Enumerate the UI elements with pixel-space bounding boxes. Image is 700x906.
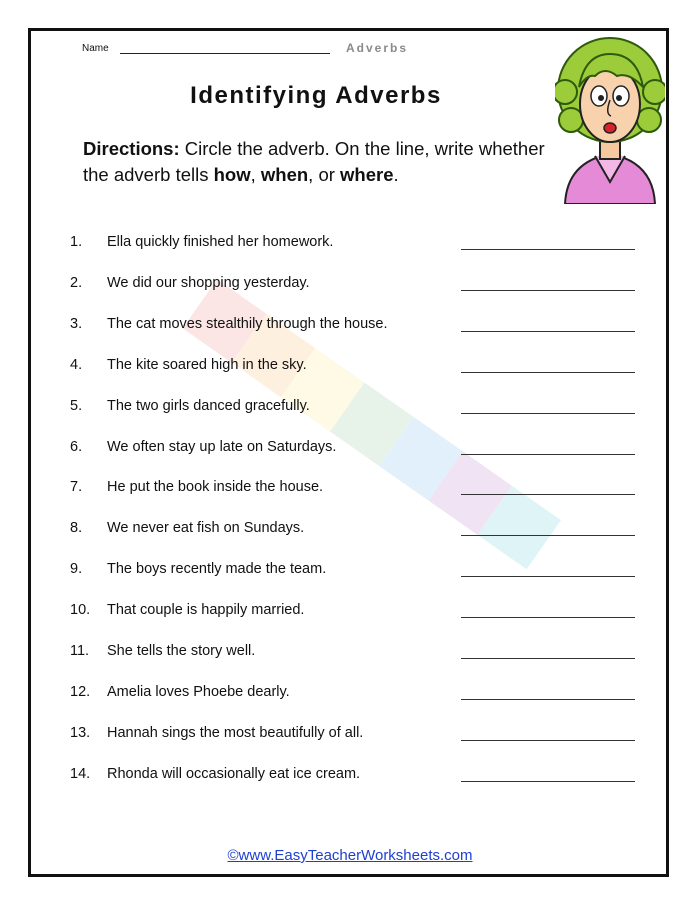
- question-number: 1.: [70, 234, 83, 250]
- question-sentence[interactable]: She tells the story well.: [107, 643, 256, 659]
- question-row: [70, 520, 640, 540]
- question-row: [70, 643, 640, 663]
- question-number: 3.: [70, 315, 83, 332]
- question-sentence[interactable]: The kite soared high in the sky.: [107, 356, 307, 373]
- answer-line[interactable]: [461, 331, 635, 332]
- question-row: [70, 602, 640, 622]
- question-row: [70, 275, 640, 295]
- question-row: [70, 398, 640, 418]
- answer-line[interactable]: [461, 249, 635, 250]
- directions-label: Directions:: [83, 138, 180, 159]
- answer-line[interactable]: [461, 413, 635, 414]
- answer-line[interactable]: [461, 658, 635, 659]
- directions-text: Circle the adverb. On the line, write whether the adverb tells: [83, 138, 545, 185]
- answer-line[interactable]: [461, 576, 635, 577]
- question-row: [70, 439, 640, 459]
- directions-or: , or: [308, 164, 335, 185]
- question-number: 4.: [70, 356, 83, 373]
- question-sentence[interactable]: Hannah sings the most beautifully of all.: [107, 724, 364, 741]
- question-number: 13.: [70, 724, 91, 741]
- question-sentence[interactable]: That couple is happily married.: [107, 602, 305, 619]
- question-sentence[interactable]: The cat moves stealthily through the house.: [107, 315, 388, 332]
- question-sentence[interactable]: Rhonda will occasionally eat ice cream.: [107, 765, 361, 782]
- question-row: [70, 316, 640, 336]
- answer-line[interactable]: [461, 454, 635, 455]
- directions-how: how: [213, 164, 251, 185]
- question-sentence[interactable]: Amelia loves Phoebe dearly.: [107, 683, 290, 700]
- answer-line[interactable]: [461, 740, 635, 741]
- question-number: 5.: [70, 397, 83, 414]
- answer-line[interactable]: [461, 372, 635, 373]
- answer-line[interactable]: [461, 617, 635, 618]
- footer-link[interactable]: ©www.EasyTeacherWorksheets.com: [227, 847, 473, 864]
- question-sentence[interactable]: He put the book inside the house.: [107, 479, 324, 496]
- question-number: 14.: [70, 765, 91, 782]
- question-number: 11.: [70, 643, 90, 659]
- subject-label: Adverbs: [346, 41, 409, 55]
- answer-line[interactable]: [461, 290, 635, 291]
- answer-line[interactable]: [461, 494, 635, 495]
- directions-when: when: [260, 164, 309, 185]
- question-number: 8.: [70, 520, 83, 537]
- question-sentence[interactable]: We did our shopping yesterday.: [107, 274, 310, 291]
- question-number: 2.: [70, 274, 83, 291]
- question-row: [70, 357, 640, 377]
- question-row: [70, 766, 640, 786]
- question-sentence[interactable]: We never eat fish on Sundays.: [107, 520, 305, 537]
- question-number: 9.: [70, 561, 83, 578]
- name-label: Name: [82, 43, 109, 54]
- answer-line[interactable]: [461, 535, 635, 536]
- directions-period: .: [393, 164, 399, 185]
- question-row: [70, 684, 640, 704]
- question-row: [70, 479, 640, 499]
- question-number: 7.: [70, 479, 83, 496]
- answer-line[interactable]: [461, 781, 635, 782]
- question-row: [70, 234, 640, 254]
- question-number: 6.: [70, 438, 83, 455]
- question-row: [70, 561, 640, 581]
- question-number: 12.: [70, 683, 91, 700]
- question-sentence[interactable]: The two girls danced gracefully.: [107, 397, 310, 414]
- page-title: Identifying Adverbs: [190, 82, 442, 109]
- directions-comma: ,: [250, 164, 256, 185]
- question-sentence[interactable]: We often stay up late on Saturdays.: [107, 438, 337, 455]
- question-sentence[interactable]: Ella quickly finished her homework.: [107, 234, 334, 250]
- answer-line[interactable]: [461, 699, 635, 700]
- question-row: [70, 725, 640, 745]
- question-number: 10.: [70, 602, 91, 619]
- question-sentence[interactable]: The boys recently made the team.: [107, 561, 327, 578]
- directions-where: where: [340, 164, 394, 185]
